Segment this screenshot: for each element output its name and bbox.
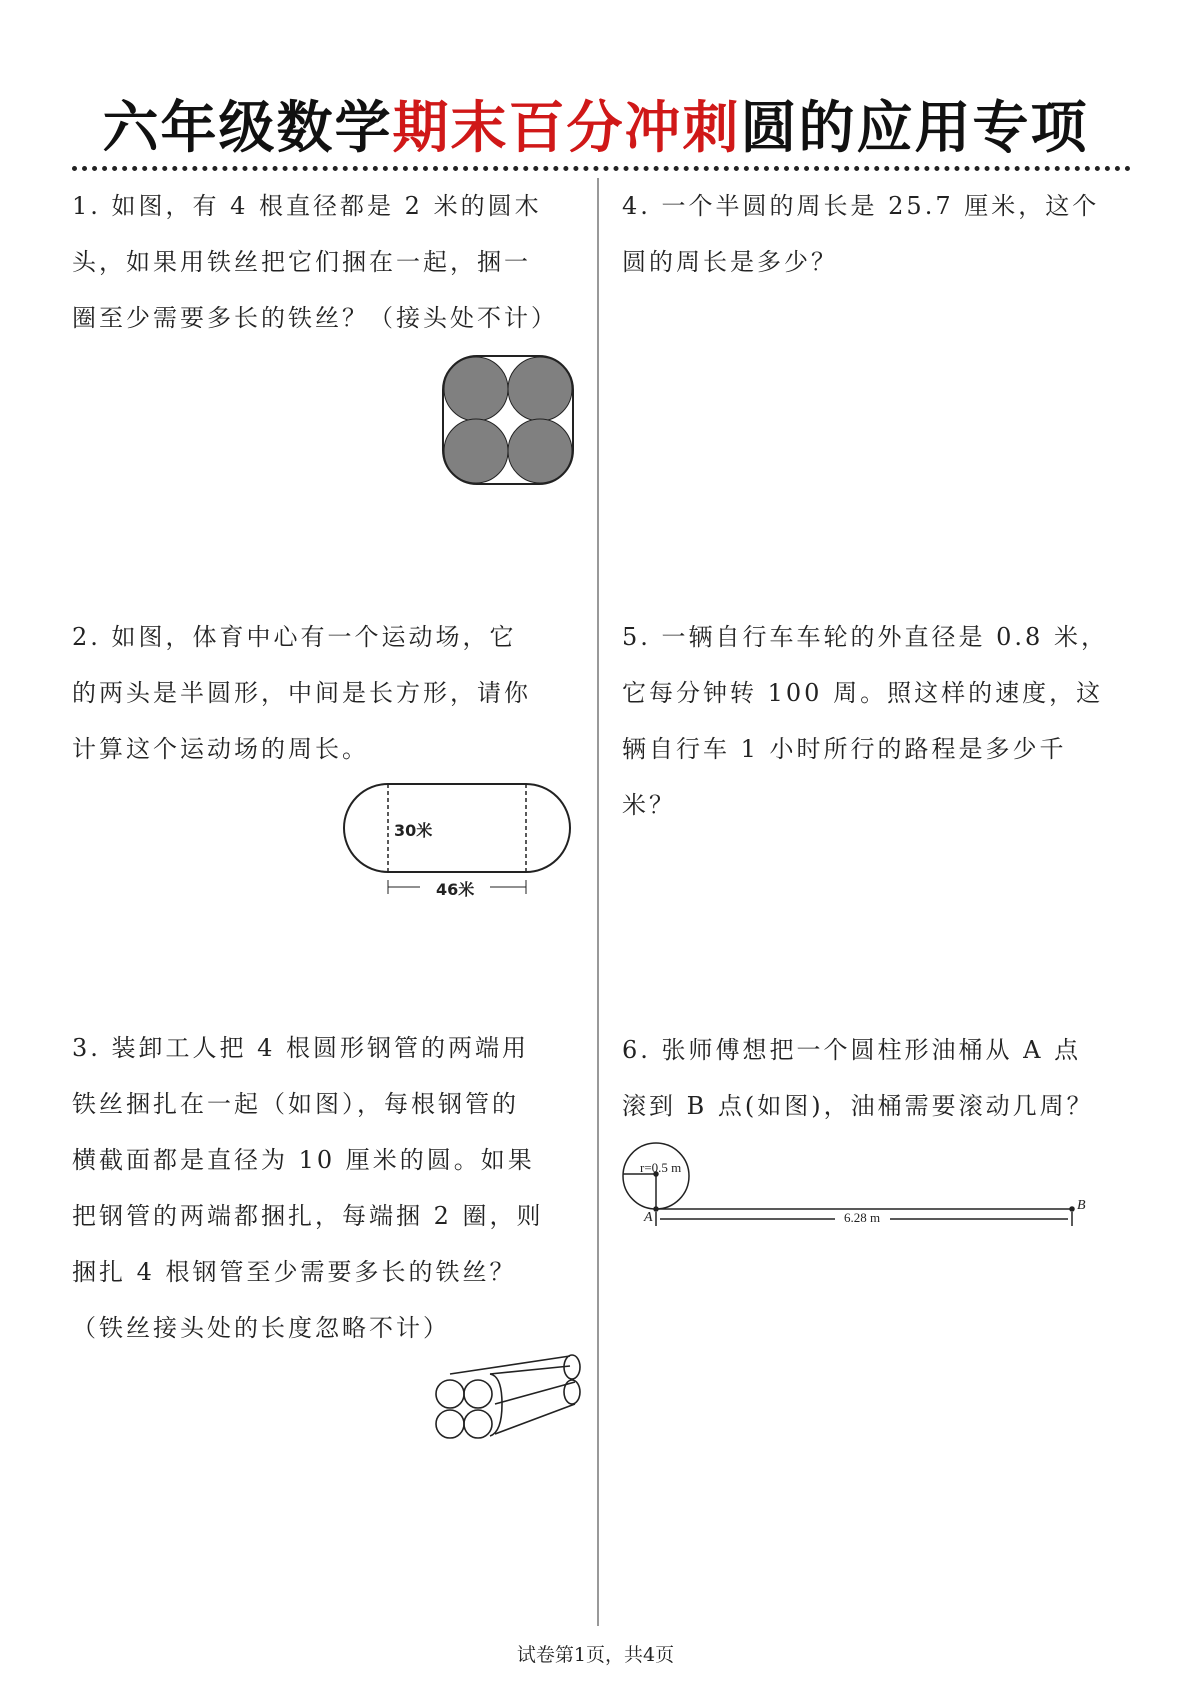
title-part2: 圆的应用专项 — [740, 96, 1089, 161]
question-line: （铁丝接头处的长度忽略不计） — [72, 1314, 450, 1342]
page-title — [0, 84, 1191, 164]
distance-label: 6.28 m — [844, 1210, 881, 1225]
steel-pipes-figure — [420, 1352, 590, 1452]
question-line: 它每分钟转 100 周。照这样的速度，这 — [622, 679, 1104, 707]
column-divider — [597, 178, 599, 1626]
question-1 — [72, 178, 558, 346]
question-line: 3. 装卸工人把 4 根圆形钢管的两端用 — [72, 1034, 530, 1062]
point-b-label: B — [1077, 1198, 1086, 1213]
page-footer: 试卷第1页，共4页 — [516, 1644, 675, 1666]
question-line: 米？ — [622, 791, 676, 819]
four-logs-figure — [440, 353, 580, 489]
question-line: 辆自行车 1 小时所行的路程是多少千 — [622, 735, 1067, 763]
question-line: 圆的周长是多少？ — [622, 248, 838, 276]
question-line: 5. 一辆自行车车轮的外直径是 0.8 米， — [622, 623, 1108, 651]
question-line: 的两头是半圆形，中间是长方形，请你 — [72, 679, 531, 707]
question-line: 横截面都是直径为 10 厘米的圆。如果 — [72, 1146, 535, 1174]
question-line: 滚到 B 点(如图)，油桶需要滚动几周？ — [622, 1092, 1094, 1120]
question-2 — [72, 609, 531, 777]
question-line: 头，如果用铁丝把它们捆在一起，捆一 — [72, 248, 531, 276]
question-line: 捆扎 4 根钢管至少需要多长的铁丝？ — [72, 1258, 517, 1286]
question-line: 1. 如图，有 4 根直径都是 2 米的圆木 — [72, 192, 542, 220]
track-figure — [340, 780, 580, 905]
radius-label: r=0.5 m — [640, 1160, 682, 1175]
dotted-divider — [72, 166, 1131, 171]
point-a-label: A — [644, 1210, 653, 1225]
title-highlight: 期末百分冲刺 — [392, 96, 741, 161]
question-line: 2. 如图，体育中心有一个运动场，它 — [72, 623, 517, 651]
question-line: 6. 张师傅想把一个圆柱形油桶从 A 点 — [622, 1036, 1082, 1064]
question-3 — [72, 1020, 544, 1356]
question-line: 圈至少需要多长的铁丝？（接头处不计） — [72, 304, 558, 332]
question-5 — [622, 609, 1108, 833]
title-part1: 六年级数学 — [102, 96, 393, 161]
question-line: 铁丝捆扎在一起（如图），每根钢管的 — [72, 1090, 519, 1118]
question-line: 把钢管的两端都捆扎，每端捆 2 圈，则 — [72, 1202, 544, 1230]
height-label: 30米 — [394, 821, 433, 840]
question-line: 4. 一个半圆的周长是 25.7 厘米，这个 — [622, 192, 1100, 220]
question-4 — [622, 178, 1099, 290]
question-line: 计算这个运动场的周长。 — [72, 735, 369, 763]
length-label: 46米 — [436, 880, 475, 899]
question-6 — [622, 1022, 1094, 1134]
oil-drum-figure — [620, 1140, 1140, 1240]
